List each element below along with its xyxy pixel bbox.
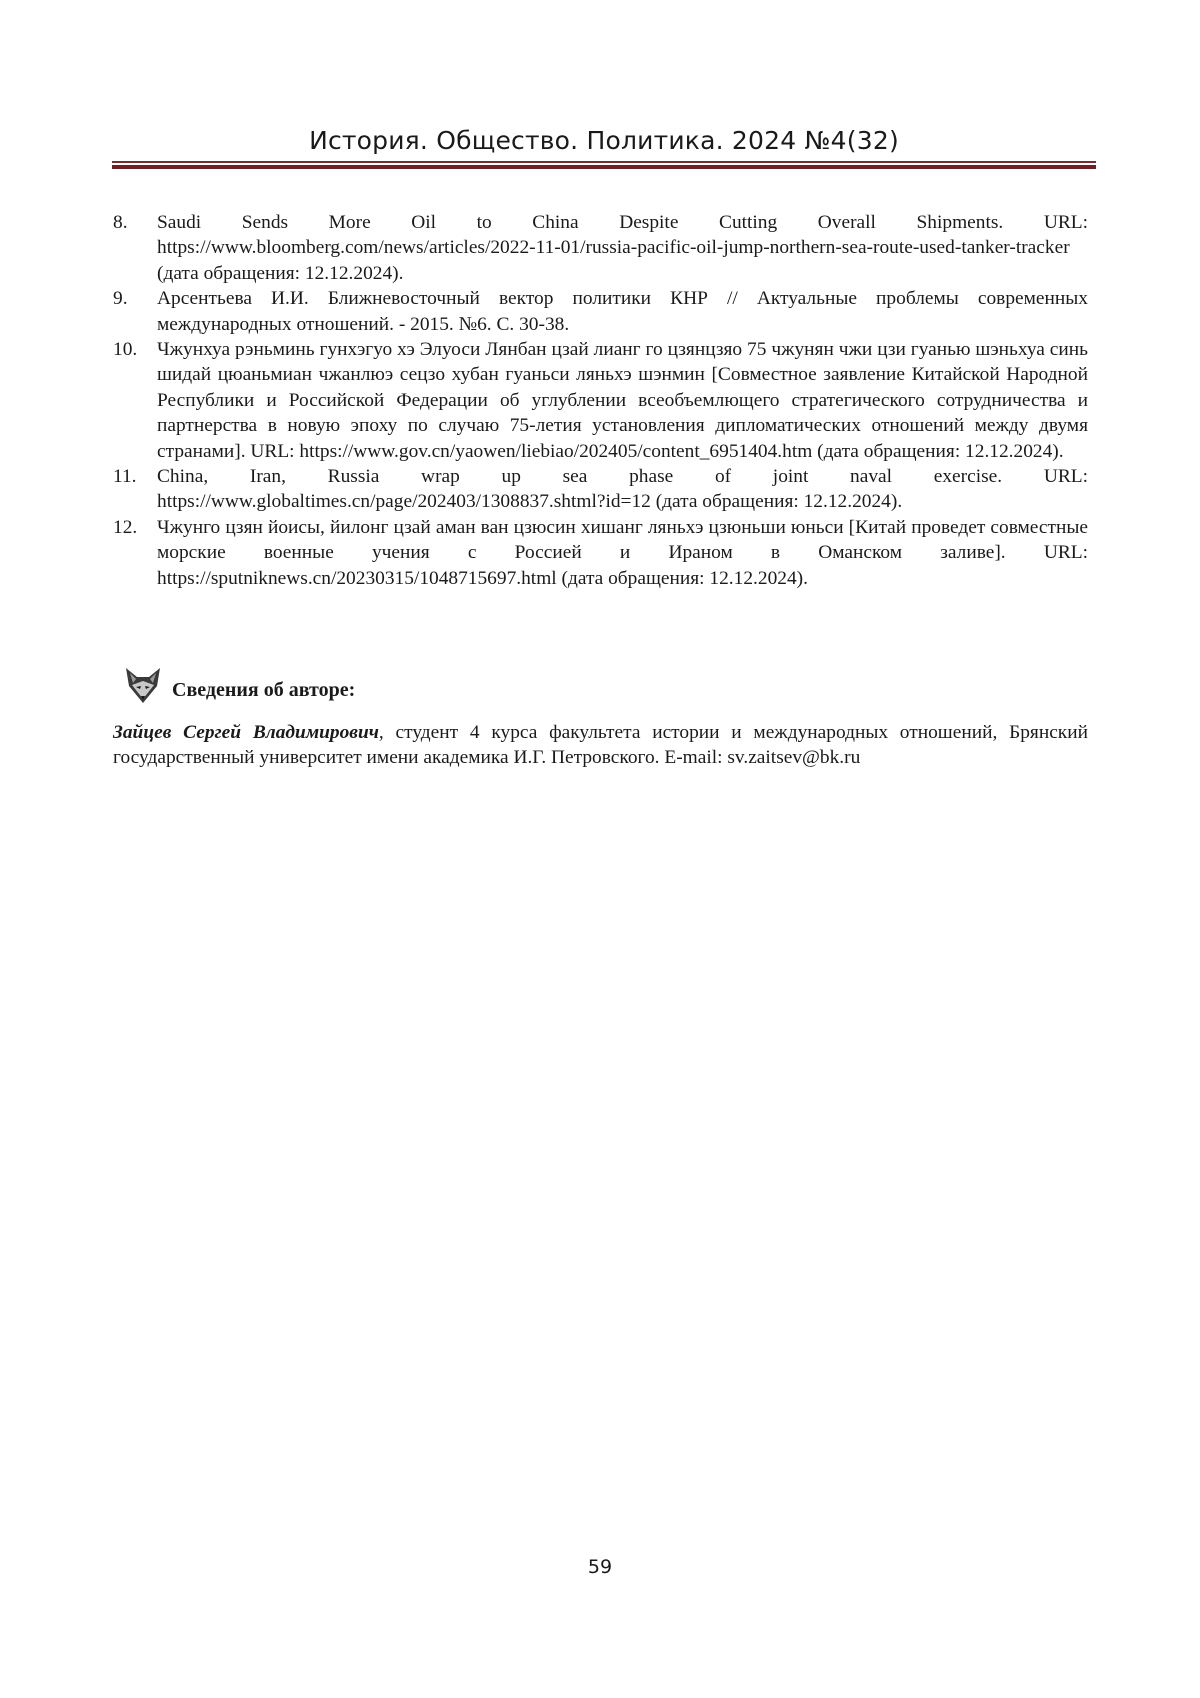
reference-number: 8. [113,212,128,233]
reference-text: China, Iran, Russia wrap up sea phase of joint naval exercise. URL: https://www.globaltimes.cn/page/202403/1308837.shtml?id=12 (дата обращения: 12.12.2024). [157,466,1088,513]
fox-head-icon [124,665,162,705]
reference-number: 9. [113,288,128,310]
reference-number: 11. [113,466,137,488]
header-divider-thick [112,165,1096,169]
page-number: 59 [587,1556,613,1578]
header-divider-thin [112,161,1096,163]
journal-header-title: История. Общество. Политика. 2024 №4(32) [309,126,899,155]
reference-item [113,515,1088,591]
reference-item [113,464,1088,515]
reference-number: 12. [113,516,138,538]
reference-text: Чжунхуа рэньминь гунхэгуо хэ Элуоси Лянбан цзай лианг го цзянцзяо 75 чжунян чжи цзи гуанью шэньхуа синь шидай цюаньмиан чжанлюэ сецзо хубан гуаньси ляньхэ шэнмин [Совместное заявление Китайской Народной Республики и Российской Федерации об углублении всеобъемлющего стратегического сотрудничества и партнерства в новую эпоху по случаю 75-летия установления дипломатических отношений между двумя странами]. URL: https://www.gov.cn/yaowen/liebiao/202405/content_6951404.htm (дата обращения: 12.12.2024). [157,339,1088,462]
reference-item [113,286,1088,337]
reference-item [113,337,1088,464]
author-info-paragraph [113,720,1088,771]
author-name: Зайцев Сергей Владимирович [113,722,379,743]
reference-text: Чжунго цзян йоисы, йилонг цзай аман ван цзюсин хишанг ляньхэ цзюньши юньси [Китай проведет совместные морские военные учения с Россией и Ираном в Оманском заливе]. URL: https://sputniknews.cn/20230315/1048715697.html (дата обращения: 12.12.2024). [157,516,1088,589]
reference-item [113,210,1088,286]
author-section-heading: Сведения об авторе: [172,678,356,701]
reference-list [113,210,1088,591]
reference-text: Saudi Sends More Oil to China Despite Cutting Overall Shipments. URL: https://www.bloomberg.com/news/articles/2022-11-01/russia-pacific-oil-jump-northern-sea-route-used-tanker-tracker (дата обращения: 12.12.2024). [157,212,1088,284]
author-section-heading-row [124,663,355,707]
reference-number: 10. [113,339,138,361]
reference-text: Арсентьева И.И. Ближневосточный вектор политики КНР // Актуальные проблемы современных международных отношений. - 2015. №6. С. 30-38. [157,288,1088,335]
author-description: , студент 4 курса факультета истории и международных отношений, Брянский государственный университет имени академика И.Г. Петровского. E-mail: sv.zaitsev@bk.ru [113,722,1088,769]
